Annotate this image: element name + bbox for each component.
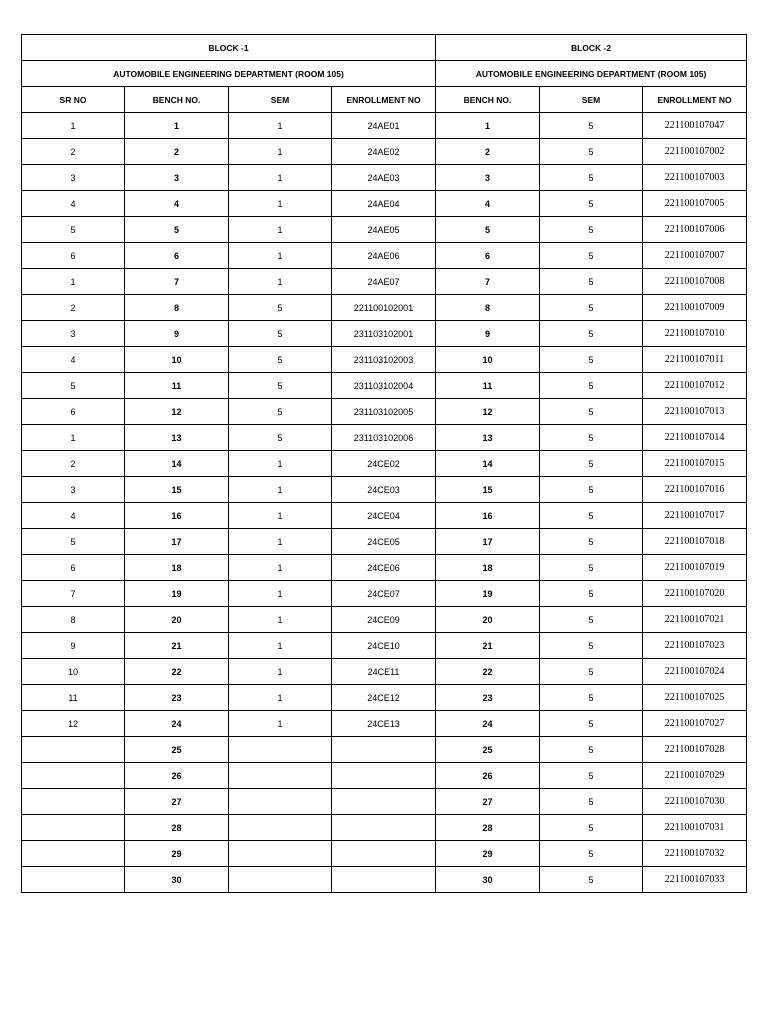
block-2-bench-cell: 16 [436,503,540,529]
block-2-sem-cell: 5 [540,633,643,659]
block-1-bench-cell: 5 [125,217,229,243]
block-1-bench-cell: 7 [125,269,229,295]
block-1-enrollment-cell: 24AE03 [332,165,436,191]
block-2-bench-cell: 18 [436,555,540,581]
block-1-sem-cell: 1 [229,555,332,581]
block-2-bench-cell: 13 [436,425,540,451]
block-2-sem-cell: 5 [540,217,643,243]
block-1-enrollment-cell [332,815,436,841]
block-2-sem-cell: 5 [540,165,643,191]
block-2-enrollment-cell: 221100107007 [643,243,747,269]
sr-no-cell: 3 [22,477,125,503]
block-2-sem-cell: 5 [540,243,643,269]
block-2-sem-cell: 5 [540,685,643,711]
block-2-bench-header: BENCH NO. [436,87,540,113]
block-1-bench-cell: 17 [125,529,229,555]
block-1-sem-cell: 5 [229,373,332,399]
block-2-sem-cell: 5 [540,555,643,581]
block-2-sem-cell: 5 [540,373,643,399]
block-1-bench-cell: 15 [125,477,229,503]
block-2-sem-cell: 5 [540,841,643,867]
table-row [22,659,747,685]
block-2-sem-cell: 5 [540,399,643,425]
block-1-enrollment-cell: 24CE03 [332,477,436,503]
block-2-enrollment-cell: 221100107006 [643,217,747,243]
block-2-enrollment-cell: 221100107009 [643,295,747,321]
block-1-enrollment-cell: 24AE06 [332,243,436,269]
block-1-bench-cell: 19 [125,581,229,607]
column-header-row [22,87,747,113]
sr-no-cell [22,737,125,763]
block-2-sem-cell: 5 [540,347,643,373]
block-1-bench-cell: 12 [125,399,229,425]
block-2-sem-cell: 5 [540,737,643,763]
block-2-bench-cell: 22 [436,659,540,685]
block-2-bench-cell: 5 [436,217,540,243]
block-1-sem-cell: 1 [229,139,332,165]
block-2-enrollment-cell: 221100107012 [643,373,747,399]
block-1-bench-cell: 14 [125,451,229,477]
sr-no-cell [22,789,125,815]
table-row [22,711,747,737]
sr-no-cell: 9 [22,633,125,659]
block-2-enrollment-cell: 221100107011 [643,347,747,373]
block-1-sem-cell [229,841,332,867]
block-1-enrollment-cell: 24AE07 [332,269,436,295]
table-row [22,243,747,269]
sr-no-cell: 5 [22,373,125,399]
sr-no-cell: 6 [22,243,125,269]
block-1-enrollment-cell: 24CE10 [332,633,436,659]
block-1-bench-cell: 8 [125,295,229,321]
block-1-bench-cell: 3 [125,165,229,191]
sr-no-cell: 2 [22,139,125,165]
block-2-bench-cell: 3 [436,165,540,191]
block-1-sem-cell: 1 [229,503,332,529]
block-1-enrollment-cell: 24CE13 [332,711,436,737]
sr-no-cell: 1 [22,269,125,295]
block-2-bench-cell: 23 [436,685,540,711]
block-1-bench-cell: 13 [125,425,229,451]
sr-no-cell [22,867,125,893]
sr-no-cell: 12 [22,711,125,737]
block-2-enrollment-cell: 221100107002 [643,139,747,165]
block-2-sem-cell: 5 [540,503,643,529]
block-1-enrollment-cell: 24AE02 [332,139,436,165]
table-row [22,815,747,841]
block-2-enrollment-header: ENROLLMENT NO [643,87,747,113]
block-1-enrollment-cell: 231103102003 [332,347,436,373]
table-row [22,841,747,867]
block-2-bench-cell: 2 [436,139,540,165]
block-1-bench-cell: 27 [125,789,229,815]
block-2-sem-cell: 5 [540,581,643,607]
block-1-sem-cell [229,867,332,893]
block-2-sem-header: SEM [540,87,643,113]
seating-arrangement-table [21,34,747,893]
block-2-bench-cell: 20 [436,607,540,633]
block-1-sem-cell: 1 [229,269,332,295]
block-2-enrollment-cell: 221100107005 [643,191,747,217]
block-2-enrollment-cell: 221100107031 [643,815,747,841]
block-1-enrollment-cell: 24CE05 [332,529,436,555]
block-1-bench-cell: 24 [125,711,229,737]
block-1-bench-cell: 6 [125,243,229,269]
block-1-bench-cell: 11 [125,373,229,399]
block-1-enrollment-cell: 24CE09 [332,607,436,633]
block-2-bench-cell: 12 [436,399,540,425]
block-1-enrollment-cell: 231103102006 [332,425,436,451]
block-2-enrollment-cell: 221100107028 [643,737,747,763]
block-1-sem-header: SEM [229,87,332,113]
block-1-bench-cell: 4 [125,191,229,217]
block-2-sem-cell: 5 [540,815,643,841]
block-2-enrollment-cell: 221100107027 [643,711,747,737]
block-2-enrollment-cell: 221100107018 [643,529,747,555]
block-1-sem-cell: 1 [229,165,332,191]
table-row [22,269,747,295]
table-row [22,399,747,425]
block-2-sem-cell: 5 [540,113,643,139]
block-2-sem-cell: 5 [540,711,643,737]
block-2-sem-cell: 5 [540,269,643,295]
block-1-sem-cell: 1 [229,217,332,243]
block-1-sem-cell: 5 [229,295,332,321]
block-1-bench-cell: 23 [125,685,229,711]
table-row [22,867,747,893]
table-row [22,451,747,477]
block-2-sem-cell: 5 [540,763,643,789]
block-1-sem-cell: 1 [229,477,332,503]
sr-no-header: SR NO [22,87,125,113]
block-1-enrollment-cell: 24CE04 [332,503,436,529]
block-1-enrollment-cell [332,737,436,763]
table-row [22,477,747,503]
block-1-enrollment-cell: 24CE12 [332,685,436,711]
sr-no-cell [22,841,125,867]
block-1-sem-cell: 5 [229,347,332,373]
sr-no-cell: 7 [22,581,125,607]
block-2-bench-cell: 4 [436,191,540,217]
block-1-enrollment-cell [332,763,436,789]
block-1-bench-cell: 25 [125,737,229,763]
block-2-enrollment-cell: 221100107047 [643,113,747,139]
block-1-enrollment-cell: 24CE02 [332,451,436,477]
block-2-bench-cell: 1 [436,113,540,139]
block-1-bench-cell: 29 [125,841,229,867]
block-1-sem-cell [229,815,332,841]
block-1-enrollment-cell: 24AE05 [332,217,436,243]
block-1-enrollment-cell [332,841,436,867]
sr-no-cell: 11 [22,685,125,711]
table-row [22,347,747,373]
block-1-bench-cell: 22 [125,659,229,685]
block-1-sem-cell: 5 [229,425,332,451]
block-2-enrollment-cell: 221100107030 [643,789,747,815]
block-1-sem-cell: 1 [229,191,332,217]
sr-no-cell: 1 [22,425,125,451]
block-1-bench-cell: 30 [125,867,229,893]
block-2-enrollment-cell: 221100107025 [643,685,747,711]
block-2-enrollment-cell: 221100107013 [643,399,747,425]
block-1-sem-cell: 1 [229,711,332,737]
block-1-sem-cell [229,737,332,763]
block-1-enrollment-cell: 221100102001 [332,295,436,321]
table-row [22,165,747,191]
table-row [22,633,747,659]
block-2-bench-cell: 6 [436,243,540,269]
block-1-sem-cell: 1 [229,451,332,477]
block-1-sem-cell: 1 [229,113,332,139]
block-1-enrollment-cell: 231103102005 [332,399,436,425]
block-2-bench-cell: 11 [436,373,540,399]
block-1-enrollment-cell: 24CE07 [332,581,436,607]
block-1-department: AUTOMOBILE ENGINEERING DEPARTMENT (ROOM 105) [22,61,436,87]
block-1-title: BLOCK -1 [22,35,436,61]
table-row [22,425,747,451]
block-2-sem-cell: 5 [540,191,643,217]
table-row [22,295,747,321]
department-row [22,61,747,87]
block-1-sem-cell: 5 [229,321,332,347]
block-2-sem-cell: 5 [540,451,643,477]
block-2-bench-cell: 24 [436,711,540,737]
block-2-sem-cell: 5 [540,867,643,893]
block-1-sem-cell: 1 [229,529,332,555]
block-1-bench-cell: 21 [125,633,229,659]
block-2-bench-cell: 19 [436,581,540,607]
block-2-sem-cell: 5 [540,321,643,347]
table-row [22,321,747,347]
sr-no-cell: 5 [22,217,125,243]
block-2-bench-cell: 21 [436,633,540,659]
block-2-bench-cell: 25 [436,737,540,763]
sr-no-cell: 4 [22,347,125,373]
block-2-bench-cell: 26 [436,763,540,789]
block-1-enrollment-cell: 231103102004 [332,373,436,399]
block-1-enrollment-cell: 24AE04 [332,191,436,217]
sr-no-cell: 6 [22,555,125,581]
block-2-bench-cell: 8 [436,295,540,321]
block-2-sem-cell: 5 [540,789,643,815]
table-row [22,113,747,139]
block-2-bench-cell: 17 [436,529,540,555]
block-2-enrollment-cell: 221100107024 [643,659,747,685]
block-2-enrollment-cell: 221100107020 [643,581,747,607]
block-2-bench-cell: 15 [436,477,540,503]
table-row [22,607,747,633]
block-2-enrollment-cell: 221100107010 [643,321,747,347]
block-1-bench-cell: 18 [125,555,229,581]
table-row [22,789,747,815]
sr-no-cell: 1 [22,113,125,139]
block-1-bench-cell: 2 [125,139,229,165]
block-1-enrollment-cell: 24CE06 [332,555,436,581]
block-1-enrollment-cell: 24CE11 [332,659,436,685]
block-2-bench-cell: 7 [436,269,540,295]
block-2-bench-cell: 27 [436,789,540,815]
block-2-sem-cell: 5 [540,425,643,451]
block-2-title: BLOCK -2 [436,35,747,61]
block-1-bench-cell: 1 [125,113,229,139]
block-1-bench-cell: 20 [125,607,229,633]
block-2-sem-cell: 5 [540,295,643,321]
sr-no-cell: 4 [22,503,125,529]
sr-no-cell: 3 [22,165,125,191]
sr-no-cell: 8 [22,607,125,633]
block-2-enrollment-cell: 221100107033 [643,867,747,893]
block-2-bench-cell: 28 [436,815,540,841]
block-1-sem-cell: 1 [229,607,332,633]
block-2-sem-cell: 5 [540,607,643,633]
block-2-enrollment-cell: 221100107032 [643,841,747,867]
block-1-bench-cell: 26 [125,763,229,789]
block-1-sem-cell: 1 [229,633,332,659]
block-1-bench-header: BENCH NO. [125,87,229,113]
block-1-sem-cell: 1 [229,243,332,269]
block-1-enrollment-cell [332,867,436,893]
table-row [22,191,747,217]
sr-no-cell: 2 [22,295,125,321]
block-2-enrollment-cell: 221100107019 [643,555,747,581]
block-2-sem-cell: 5 [540,659,643,685]
block-1-sem-cell [229,763,332,789]
block-1-enrollment-header: ENROLLMENT NO [332,87,436,113]
sr-no-cell: 2 [22,451,125,477]
block-2-bench-cell: 29 [436,841,540,867]
block-2-enrollment-cell: 221100107016 [643,477,747,503]
sr-no-cell: 3 [22,321,125,347]
table-row [22,139,747,165]
block-2-bench-cell: 30 [436,867,540,893]
table-row [22,685,747,711]
block-2-enrollment-cell: 221100107014 [643,425,747,451]
block-1-bench-cell: 28 [125,815,229,841]
block-1-enrollment-cell: 231103102001 [332,321,436,347]
block-2-bench-cell: 14 [436,451,540,477]
block-2-enrollment-cell: 221100107008 [643,269,747,295]
table-row [22,503,747,529]
sr-no-cell: 5 [22,529,125,555]
sr-no-cell [22,815,125,841]
sr-no-cell [22,763,125,789]
block-2-sem-cell: 5 [540,139,643,165]
block-1-bench-cell: 16 [125,503,229,529]
table-row [22,763,747,789]
block-2-sem-cell: 5 [540,529,643,555]
block-1-sem-cell: 5 [229,399,332,425]
table-row [22,373,747,399]
table-row [22,737,747,763]
block-1-enrollment-cell [332,789,436,815]
block-1-sem-cell: 1 [229,685,332,711]
block-1-bench-cell: 9 [125,321,229,347]
sr-no-cell: 10 [22,659,125,685]
block-2-enrollment-cell: 221100107029 [643,763,747,789]
sr-no-cell: 6 [22,399,125,425]
sr-no-cell: 4 [22,191,125,217]
table-body [22,35,747,893]
block-2-enrollment-cell: 221100107003 [643,165,747,191]
block-2-enrollment-cell: 221100107021 [643,607,747,633]
table-row [22,529,747,555]
block-1-sem-cell: 1 [229,581,332,607]
block-2-enrollment-cell: 221100107023 [643,633,747,659]
table-row [22,555,747,581]
block-1-sem-cell [229,789,332,815]
block-2-bench-cell: 10 [436,347,540,373]
block-2-sem-cell: 5 [540,477,643,503]
block-2-bench-cell: 9 [436,321,540,347]
block-1-enrollment-cell: 24AE01 [332,113,436,139]
block-2-enrollment-cell: 221100107017 [643,503,747,529]
block-1-bench-cell: 10 [125,347,229,373]
table-row [22,581,747,607]
block-2-department: AUTOMOBILE ENGINEERING DEPARTMENT (ROOM 105) [436,61,747,87]
block-2-enrollment-cell: 221100107015 [643,451,747,477]
table-row [22,217,747,243]
block-1-sem-cell: 1 [229,659,332,685]
block-title-row [22,35,747,61]
